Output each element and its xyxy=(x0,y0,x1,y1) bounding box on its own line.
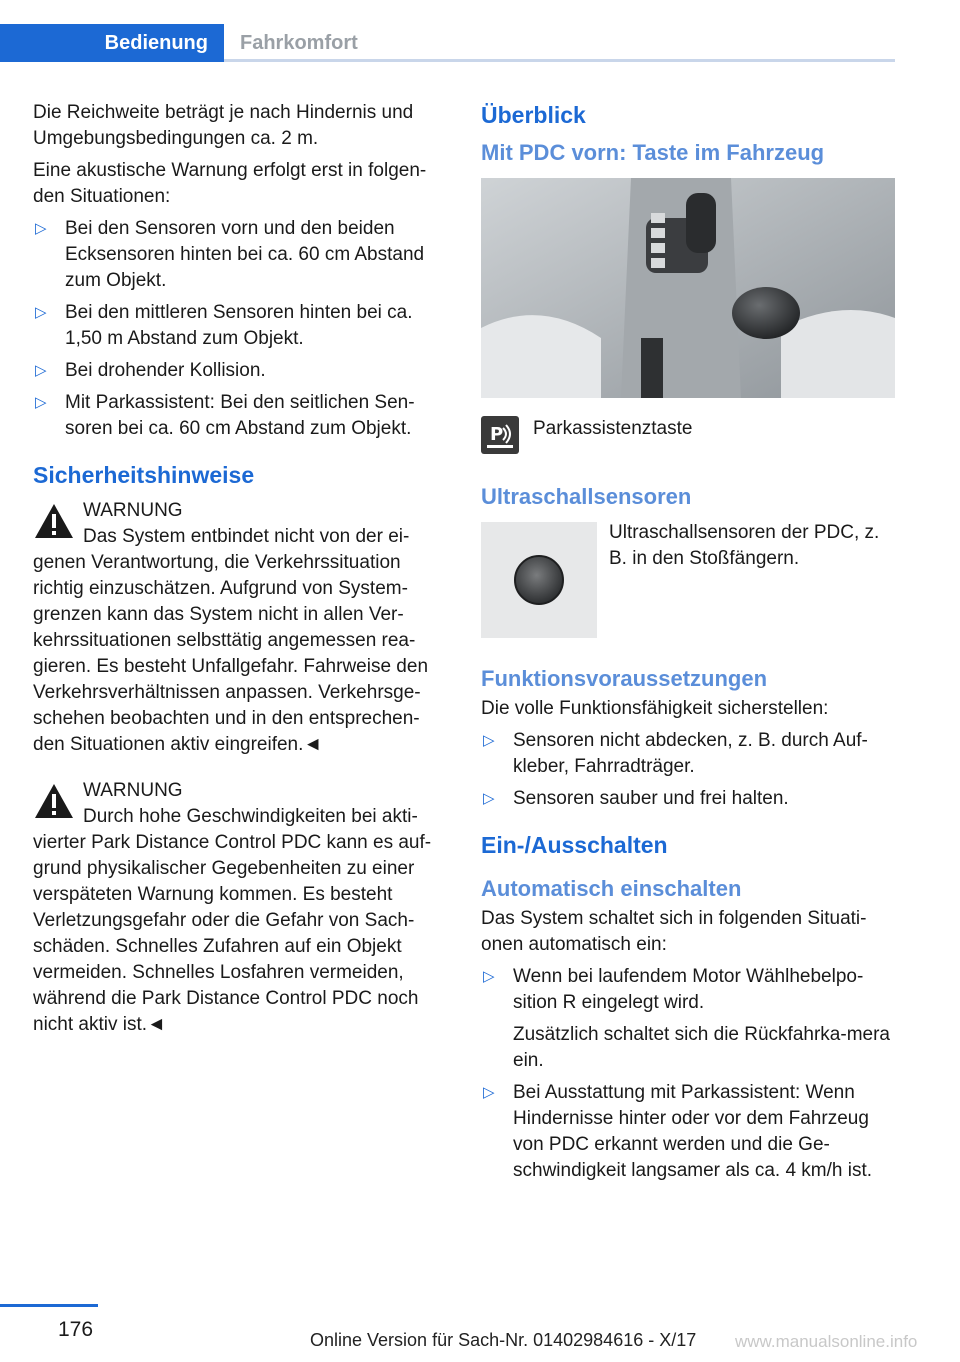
triangle-bullet-icon: ▷ xyxy=(483,968,495,985)
center-console-photo xyxy=(481,178,895,398)
tab-fahrkomfort[interactable]: Fahrkomfort xyxy=(240,31,358,54)
triangle-bullet-icon: ▷ xyxy=(35,394,47,411)
list-item: ▷ Sensoren sauber und frei halten. xyxy=(481,786,895,812)
park-assist-button-row xyxy=(481,416,895,454)
list-item: ▷ Bei den mittleren Sensoren hinten bei ca. 1,50 m Abstand zum Objekt. xyxy=(35,302,413,349)
list-item: ▷ Wenn bei laufendem Motor Wählhebelpo-sition R eingelegt wird. Zusätzlich schaltet sich die Rückfahrka-mera ein. xyxy=(481,964,895,1074)
tab-bedienung[interactable]: Bedienung xyxy=(0,24,224,62)
warning-triangle-icon xyxy=(33,500,75,544)
warning-title: WARNUNG xyxy=(83,780,183,801)
warning-situations-list xyxy=(33,216,448,442)
header-tabs xyxy=(0,0,960,62)
warning-text: Durch hohe Geschwindigkeiten bei akti-vierter Park Distance Control PDC kann es auf-grund physikalischer Gegebenheiten zu einer verspäteten Warnung kommen. Es besteht Verletzungsgefahr oder die Gefahr von Sach-schäden. Schnelles Zufahren auf ein Objekt vermeiden. Schnelles Losfahren vermeiden, während die Park Distance Control PDC noch nicht aktiv ist.◄ xyxy=(33,806,432,1035)
triangle-bullet-icon: ▷ xyxy=(35,362,47,379)
triangle-bullet-icon: ▷ xyxy=(483,1084,495,1101)
triangle-bullet-icon: ▷ xyxy=(483,732,495,749)
watermark: www.manualsonline.info xyxy=(735,1332,918,1351)
list-item: ▷ Bei Ausstattung mit Parkassistent: Wenn Hindernisse hinter oder vor dem Fahrzeug von PDC erkannt werden und die Ge-schwindigkeit langsamer als ca. 4 km/h ist. xyxy=(483,1082,873,1181)
range-paragraph: Die Reichweite beträgt je nach Hindernis und Umgebungsbedingungen ca. 2 m. xyxy=(33,102,414,149)
warning-intro-paragraph: Eine akustische Warnung erfolgt erst in folgen-den Situationen: xyxy=(33,160,427,207)
auto-on-heading: Automatisch einschalten xyxy=(481,876,742,901)
auto-on-intro: Das System schaltet sich in folgenden Situati-onen automatisch ein: xyxy=(481,908,867,955)
online-version-text: Online Version für Sach-Nr. 01402984616 - X/17 xyxy=(310,1330,697,1350)
page-number: 176 xyxy=(58,1318,94,1341)
on-off-heading: Ein-/Ausschalten xyxy=(481,832,668,858)
list-item: ▷ Bei drohender Kollision. xyxy=(33,358,448,384)
left-column xyxy=(33,100,448,1058)
safety-heading: Sicherheitshinweise xyxy=(33,462,255,488)
sensors-description: Ultraschallsensoren der PDC, z. B. in den Stoßfängern. xyxy=(609,522,880,569)
warning-title: WARNUNG xyxy=(83,500,183,521)
reverse-camera-note: Zusätzlich schaltet sich die Rückfahrka-mera ein. xyxy=(513,1024,890,1071)
requirements-intro: Die volle Funktionsfähigkeit sicherstellen: xyxy=(481,698,829,719)
triangle-bullet-icon: ▷ xyxy=(483,790,495,807)
park-assist-button-icon xyxy=(481,416,519,454)
list-item: ▷ Mit Parkassistent: Bei den seitlichen Sen-soren bei ca. 60 cm Abstand zum Objekt. xyxy=(35,392,415,439)
footer-accent-line xyxy=(0,1304,98,1307)
right-column xyxy=(481,100,895,1192)
list-item: ▷ Bei den Sensoren vorn und den beiden Ecksensoren hinten bei ca. 60 cm Abstand zum Objekt. xyxy=(35,218,425,291)
requirements-heading: Funktionsvoraussetzungen xyxy=(481,666,768,691)
warning-block-1 xyxy=(33,498,448,758)
auto-on-list xyxy=(481,964,895,1184)
pdc-front-heading: Mit PDC vorn: Taste im Fahrzeug xyxy=(481,140,825,165)
warning-block-2 xyxy=(33,778,448,1038)
sensor-row xyxy=(481,520,895,638)
triangle-bullet-icon: ▷ xyxy=(35,220,47,237)
overview-heading: Überblick xyxy=(481,102,586,128)
warning-triangle-icon xyxy=(33,780,75,824)
requirements-list xyxy=(481,728,895,812)
list-item: ▷ Sensoren nicht abdecken, z. B. durch Auf-kleber, Fahrradträger. xyxy=(483,730,868,777)
header-divider xyxy=(224,59,895,62)
triangle-bullet-icon: ▷ xyxy=(35,304,47,321)
sensors-heading: Ultraschallsensoren xyxy=(481,484,692,509)
svg-text:P: P xyxy=(490,424,504,445)
park-assist-button-caption: Parkassistenztaste xyxy=(533,418,693,439)
ultrasonic-sensor-image xyxy=(481,522,597,638)
warning-text: Das System entbindet nicht von der ei-genen Verantwortung, die Verkehrssituation richtig einzuschätzen. Aufgrund von System-grenzen kann das System nicht in allen Ver-kehrssituationen selbsttätig angemessen rea-gieren. Es besteht Unfallgefahr. Fahrweise den Verkehrsverhältnissen anpassen. Verkehrsge-schehen beobachten und in den entsprechen-den Situationen aktiv eingreifen.◄ xyxy=(33,526,429,755)
